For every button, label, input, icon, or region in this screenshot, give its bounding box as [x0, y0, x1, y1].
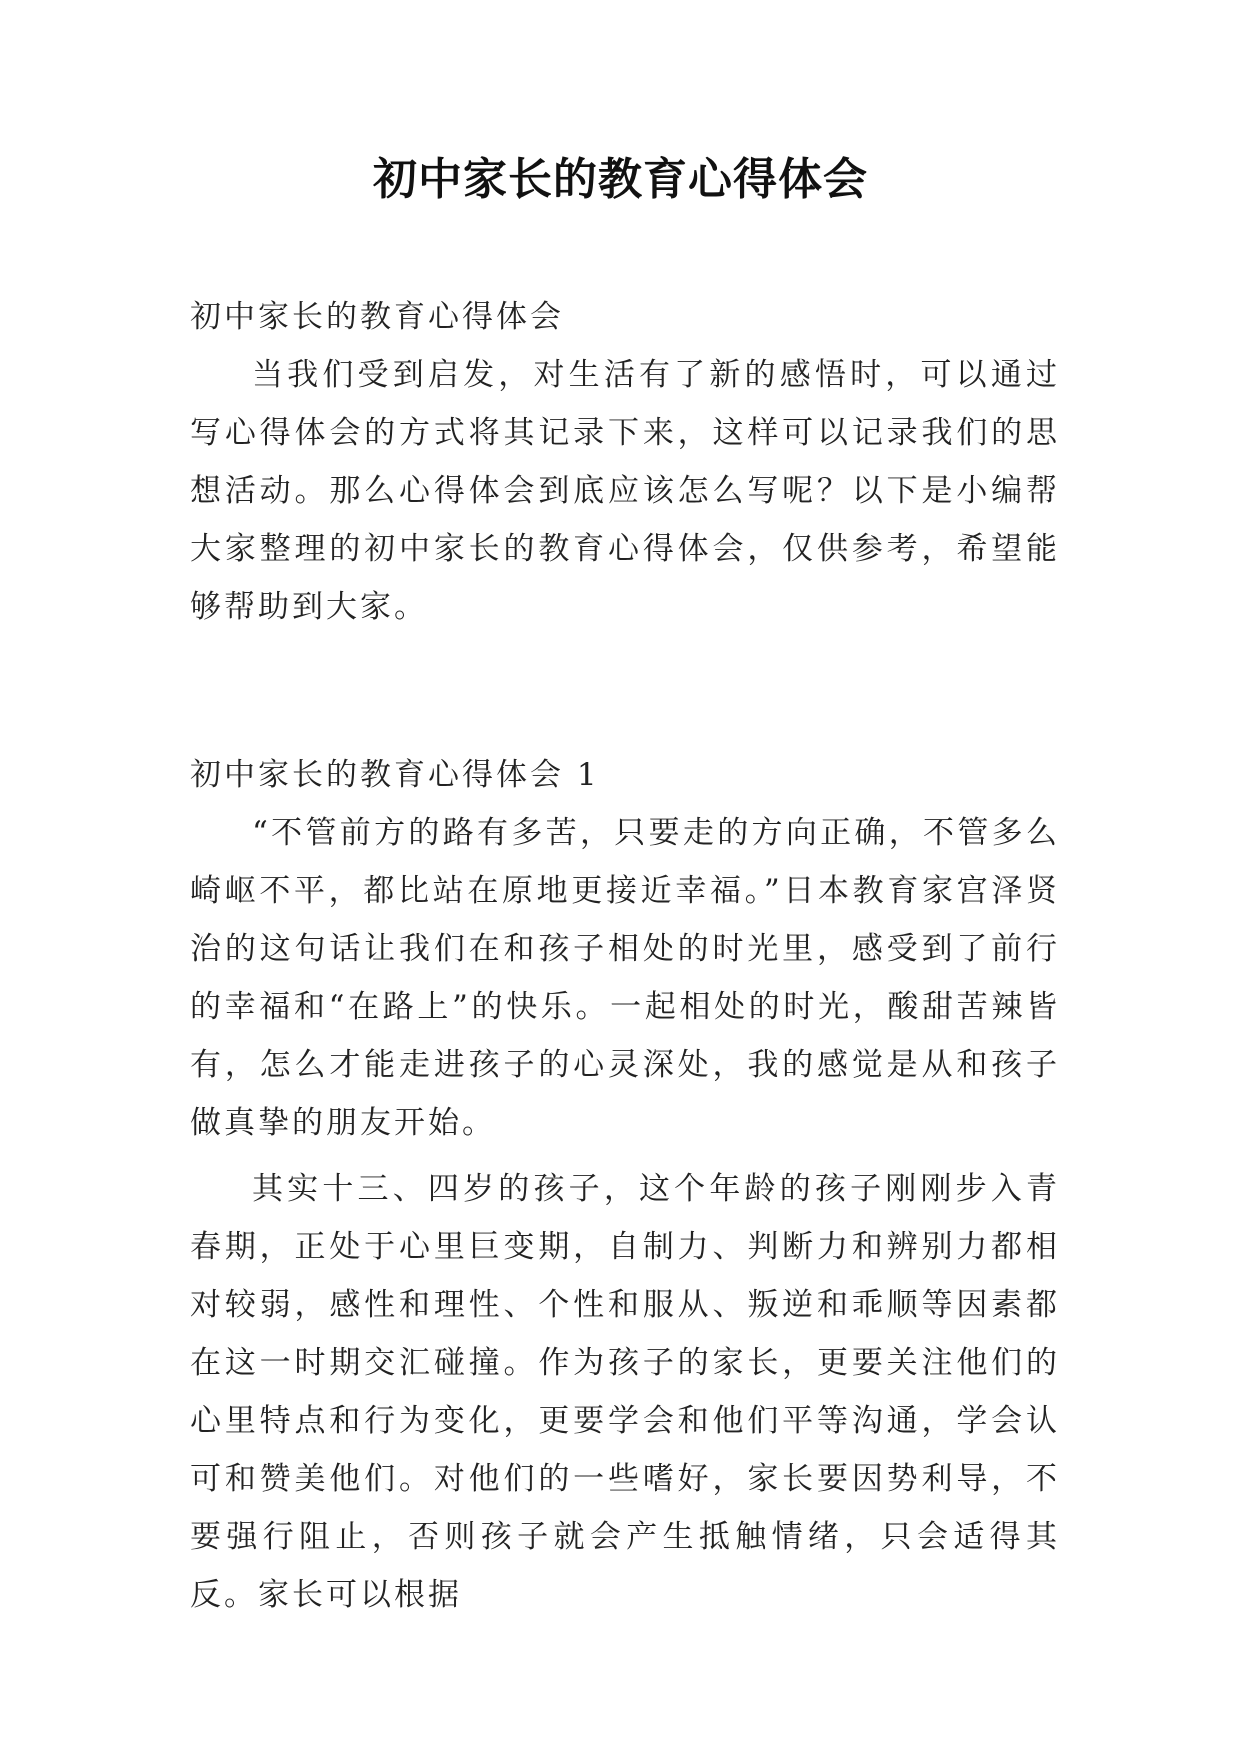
intro-paragraph: 当我们受到启发，对生活有了新的感悟时，可以通过写心得体会的方式将其记录下来，这样可以记录我们的思想活动。那么心得体会到底应该怎么写呢？以下是小编帮大家整理的初中家长的教育心得体会，仅供参考，希望能够帮助到大家。 — [190, 357, 1060, 625]
intro-heading: 初中家长的教育心得体会 — [190, 299, 564, 335]
section1-heading: 初中家长的教育心得体会 1 — [190, 757, 600, 793]
document-body — [190, 288, 1060, 1624]
document-title: 初中家长的教育心得体会 — [373, 154, 868, 205]
section1-paragraph-2: 其实十三、四岁的孩子，这个年龄的孩子刚刚步入青春期，正处于心里巨变期，自制力、判断力和辨别力都相对较弱，感性和理性、个性和服从、叛逆和乖顺等因素都在这一时期交汇碰撞。作为孩子的家长，更要关注他们的心里特点和行为变化，更要学会和他们平等沟通，学会认可和赞美他们。对他们的一些嗜好，家长要因势利导，不要强行阻止，否则孩子就会产生抵触情绪，只会适得其反。家长可以根据 — [190, 1171, 1060, 1613]
section1-paragraph-1: “不管前方的路有多苦，只要走的方向正确，不管多么崎岖不平，都比站在原地更接近幸福。”日本教育家宫泽贤治的这句话让我们在和孩子相处的时光里，感受到了前行的幸福和“在路上”的快乐。一起相处的时光，酸甜苦辣皆有，怎么才能走进孩子的心灵深处，我的感觉是从和孩子做真挚的朋友开始。 — [190, 815, 1060, 1141]
section-spacer — [190, 636, 1060, 746]
